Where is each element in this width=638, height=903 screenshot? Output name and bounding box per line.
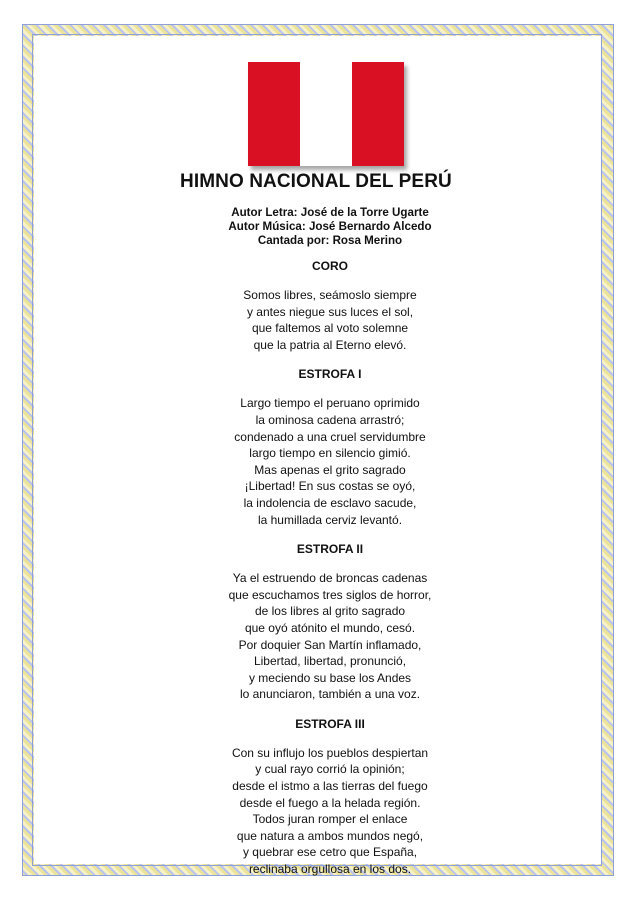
verse-line: Todos juran romper el enlace bbox=[252, 812, 408, 827]
section-coro bbox=[160, 259, 470, 353]
verse-line: Por doquier San Martín inflamado, bbox=[238, 637, 422, 652]
verse-line: Somos libres, seámoslo siempre bbox=[243, 288, 417, 302]
verse-line: que oyó atónito el mundo, cesó. bbox=[244, 620, 416, 635]
section-heading: ESTROFA III bbox=[295, 716, 365, 731]
verse-line: la humillada cerviz levantó. bbox=[257, 512, 403, 527]
verse-line: reclinaba orgullosa en los dos. bbox=[248, 862, 412, 877]
flag-band-left bbox=[248, 62, 300, 166]
flag-band-right bbox=[352, 62, 404, 166]
verse-line: que natura a ambos mundos negó, bbox=[236, 828, 424, 843]
verse-line: y antes niegue sus luces el sol, bbox=[246, 304, 414, 319]
section-heading: CORO bbox=[312, 259, 348, 273]
verse-line: la ominosa cadena arrastró; bbox=[255, 412, 405, 427]
verse-line: y meciendo su base los Andes bbox=[248, 670, 412, 685]
credit-lyrics-author: Autor Letra: José de la Torre Ugarte bbox=[231, 206, 429, 219]
verse-line: Mas apenas el grito sagrado bbox=[254, 462, 406, 477]
verse-line: la indolencia de esclavo sacude, bbox=[243, 495, 417, 510]
verse-line: de los libres al grito sagrado bbox=[254, 604, 406, 619]
credit-singer: Cantada por: Rosa Merino bbox=[257, 234, 403, 247]
verse-line: lo anunciaron, también a una voz. bbox=[239, 687, 421, 702]
section-estrofa-1 bbox=[160, 367, 470, 528]
section-estrofa-2 bbox=[160, 542, 470, 703]
verse-line: que faltemos al voto solemne bbox=[251, 321, 409, 336]
verse-line: que escuchamos tres siglos de horror, bbox=[228, 587, 432, 602]
anthem-content bbox=[160, 170, 470, 878]
verse-line: Con su influjo los pueblos despiertan bbox=[231, 745, 429, 760]
section-estrofa-3 bbox=[160, 717, 470, 878]
verse-line: desde el istmo a las tierras del fuego bbox=[232, 779, 428, 794]
verse-line: y cual rayo corrió la opinión; bbox=[255, 762, 405, 777]
verse-line: Libertad, libertad, pronunció, bbox=[253, 654, 407, 669]
document-title: HIMNO NACIONAL DEL PERÚ bbox=[180, 171, 452, 192]
verse-line: desde el fuego a la helada región. bbox=[239, 795, 421, 810]
section-heading: ESTROFA II bbox=[296, 542, 364, 557]
verse-line: largo tiempo en silencio gimió. bbox=[249, 446, 411, 461]
credit-music-author: Autor Música: José Bernardo Alcedo bbox=[228, 220, 432, 233]
credits bbox=[160, 206, 470, 248]
verse-line: y quebrar ese cetro que España, bbox=[242, 845, 418, 860]
verse-line: Largo tiempo el peruano oprimido bbox=[240, 396, 420, 411]
verse-line: ¡Libertad! En sus costas se oyó, bbox=[244, 479, 416, 494]
flag-band-center bbox=[300, 62, 352, 166]
section-heading: ESTROFA I bbox=[298, 367, 362, 382]
verse-line: Ya el estruendo de broncas cadenas bbox=[232, 571, 428, 586]
verse-line: condenado a una cruel servidumbre bbox=[234, 429, 426, 444]
peru-flag bbox=[248, 62, 404, 166]
verse-line: que la patria al Eterno elevó. bbox=[253, 337, 407, 352]
